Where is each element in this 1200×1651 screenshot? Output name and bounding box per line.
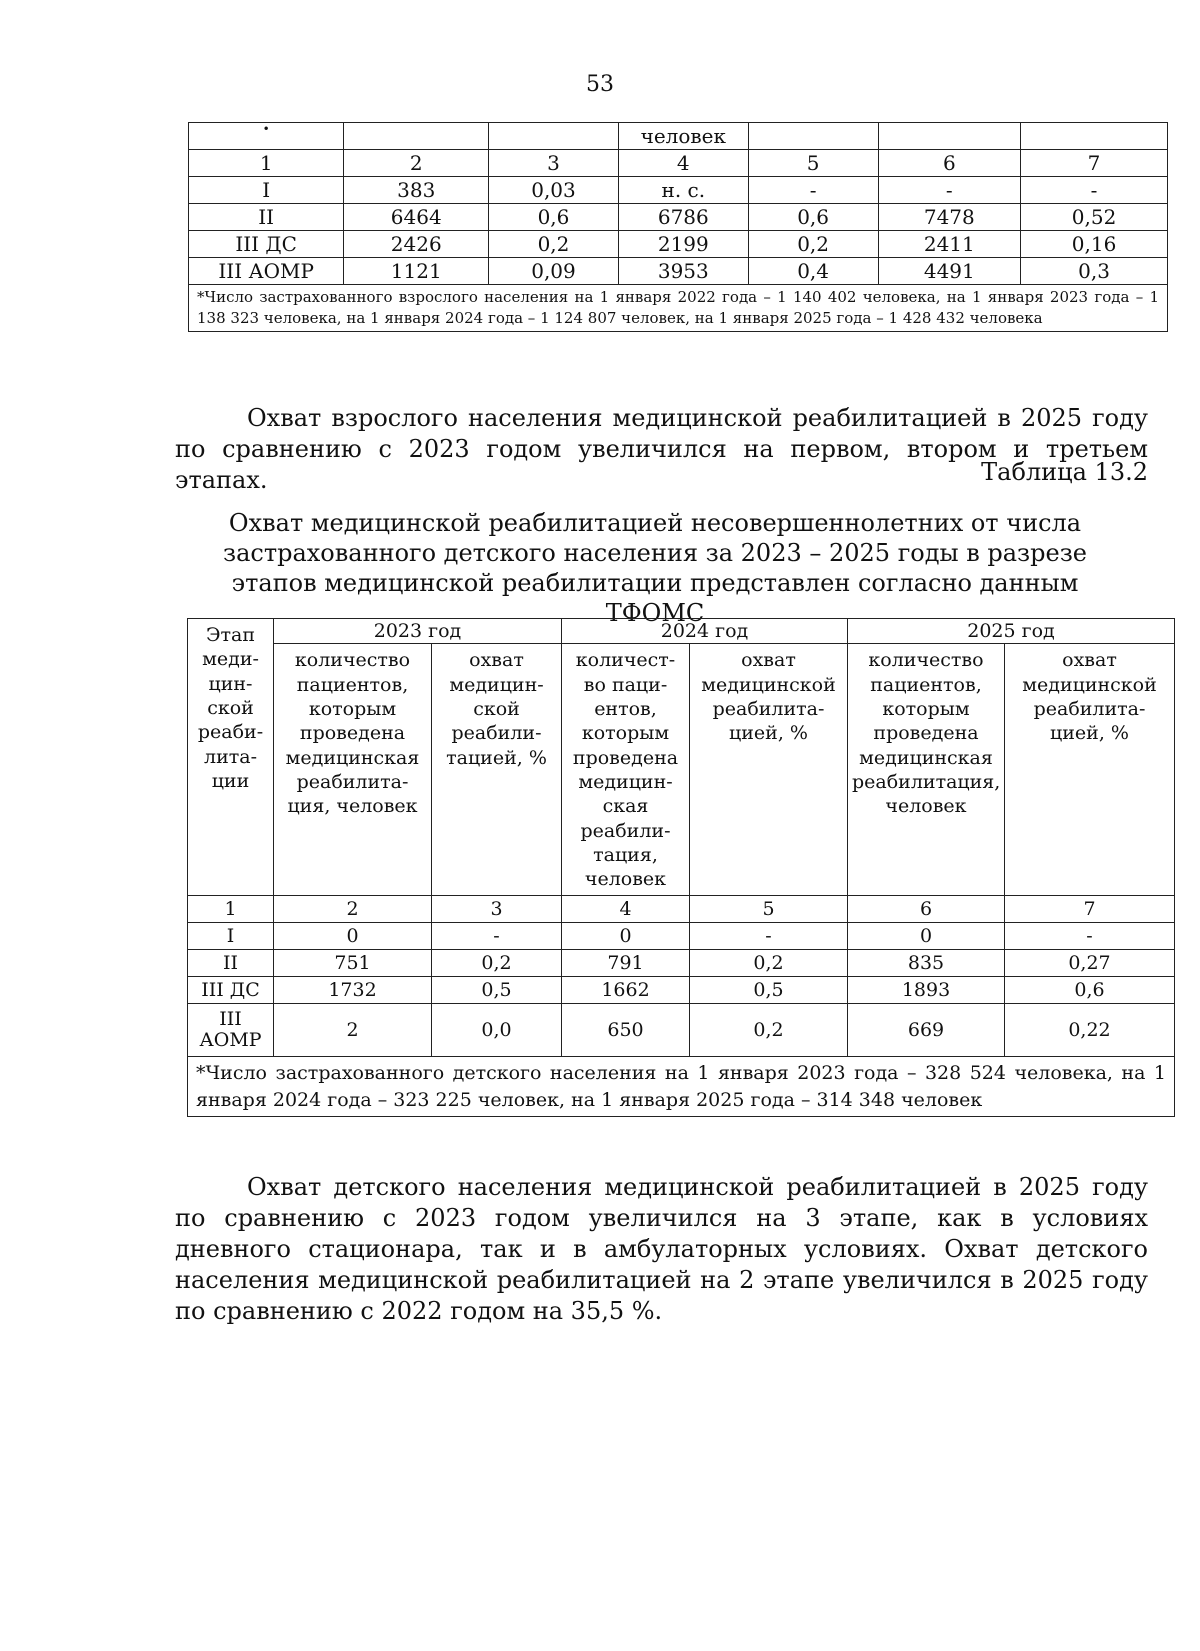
table-cell: 1732 <box>274 977 432 1004</box>
table-cell: 6786 <box>618 204 748 231</box>
table-cell: 0,3 <box>1021 258 1168 285</box>
table-cell: II <box>189 204 344 231</box>
table-cell: I <box>189 177 344 204</box>
table-cell: 4 <box>562 896 690 923</box>
table-cell: 791 <box>562 950 690 977</box>
table-cell: - <box>878 177 1021 204</box>
table-row <box>189 150 1168 177</box>
table-cell: н. с. <box>618 177 748 204</box>
table-cell: 5 <box>748 150 878 177</box>
subheader-cell: количест-во паци-ентов, которым проведена медицин-ская реабили-тация, человек <box>562 644 690 896</box>
table-label: Таблица 13.2 <box>981 458 1148 486</box>
subheader-cell: количество пациентов, которым проведена медицинская реабилита-ция, человек <box>274 644 432 896</box>
table-row <box>188 977 1175 1004</box>
table-cell: 0,09 <box>489 258 619 285</box>
table-cell: 0,2 <box>432 950 562 977</box>
table-cell: 0,22 <box>1005 1004 1175 1057</box>
table-cell: 7478 <box>878 204 1021 231</box>
table-cell: 2426 <box>344 231 489 258</box>
table-cell: 0,2 <box>489 231 619 258</box>
table-row <box>189 258 1168 285</box>
table-cell: 4 <box>618 150 748 177</box>
subheader-cell: охват медицинской реабилита-цией, % <box>1005 644 1175 896</box>
table-cell: III АОМР <box>189 258 344 285</box>
table-cell: 2 <box>274 1004 432 1057</box>
table-cell: 0,03 <box>489 177 619 204</box>
subheader-cell: охват медицинской реабилита-цией, % <box>690 644 848 896</box>
adult-coverage-table <box>188 122 1168 332</box>
table-cell: 1893 <box>848 977 1005 1004</box>
table-cell: - <box>1005 923 1175 950</box>
table-cell: 0,5 <box>432 977 562 1004</box>
table-cell: 3 <box>432 896 562 923</box>
table-cell: 7 <box>1021 150 1168 177</box>
table-cell: 0,4 <box>748 258 878 285</box>
subheader-cell: количество пациентов, которым проведена медицинская реабилитация, человек <box>848 644 1005 896</box>
paragraph-children-coverage: Охват детского населения медицинской реабилитацией в 2025 году по сравнению с 2023 годом увеличился на 3 этапе, как в условиях дневного стационара, так и в амбулаторных условиях. Охват детского населения медицинской реабилитацией на 2 этапе увеличился в 2025 году по сравнению с 2022 годом на 35,5 %. <box>175 1173 1148 1325</box>
table-cell: 0 <box>562 923 690 950</box>
table-cell: 1121 <box>344 258 489 285</box>
page-number: 53 <box>586 72 614 97</box>
table-cell: 650 <box>562 1004 690 1057</box>
year-header: 2024 год <box>562 619 848 644</box>
table-footnote: *Число застрахованного детского населения на 1 января 2023 года – 328 524 человека, на 1 января 2024 года – 323 225 человек, на 1 января 2025 года – 314 348 человек <box>188 1057 1175 1116</box>
table-cell: 0,27 <box>1005 950 1175 977</box>
table-cell: 2 <box>274 896 432 923</box>
table-cell: 0,5 <box>690 977 848 1004</box>
table-cell: - <box>690 923 848 950</box>
table-cell: 2199 <box>618 231 748 258</box>
table-cell: 751 <box>274 950 432 977</box>
table-cell: 0,2 <box>748 231 878 258</box>
table-subheader-row <box>188 644 1175 896</box>
table-cell: 669 <box>848 1004 1005 1057</box>
table-cell: 6464 <box>344 204 489 231</box>
table-cell: 0 <box>274 923 432 950</box>
table-cell: 0,2 <box>690 950 848 977</box>
table-cell: 0,6 <box>1005 977 1175 1004</box>
table-cell: 2 <box>344 150 489 177</box>
table-cell: 3 <box>489 150 619 177</box>
table-header-row <box>188 619 1175 644</box>
table-cell: 0,16 <box>1021 231 1168 258</box>
table-cell: • <box>189 123 344 150</box>
year-header: 2025 год <box>848 619 1175 644</box>
table-row <box>188 950 1175 977</box>
table-note-row <box>188 1057 1175 1116</box>
table-cell: III АОМР <box>188 1004 274 1057</box>
table-cell: 7 <box>1005 896 1175 923</box>
table-cell: - <box>1021 177 1168 204</box>
table-cell: 835 <box>848 950 1005 977</box>
paragraph-adult-coverage: Охват взрослого населения медицинской реабилитацией в 2025 году по сравнению с 2023 годом увеличился на первом, втором и третьем этапах. <box>175 404 1148 494</box>
table-caption: Охват медицинской реабилитацией несовершеннолетних от числа застрахованного детского населения за 2023 – 2025 годы в разрезе этапов медицинской реабилитации представлен согласно данным ТФОМС <box>222 509 1087 627</box>
year-header: 2023 год <box>274 619 562 644</box>
table-cell: 5 <box>690 896 848 923</box>
table-cell: 1662 <box>562 977 690 1004</box>
table-cell: 4491 <box>878 258 1021 285</box>
table-cell: 1 <box>188 896 274 923</box>
table-cell: 0,6 <box>748 204 878 231</box>
table-cell: 6 <box>848 896 1005 923</box>
table-row <box>189 204 1168 231</box>
table-cell: 1 <box>189 150 344 177</box>
stage-header: Этап меди-цин-ской реаби-лита-ции <box>188 619 274 896</box>
table-cell: 0,52 <box>1021 204 1168 231</box>
table-footnote: *Число застрахованного взрослого населения на 1 января 2022 года – 1 140 402 человека, на 1 января 2023 года – 1 138 323 человека, на 1 января 2024 года – 1 124 807 человек, на 1 января 2025 года – 1 428 432 человека <box>189 285 1168 332</box>
table-row <box>189 123 1168 150</box>
table-cell: 0 <box>848 923 1005 950</box>
table-cell: I <box>188 923 274 950</box>
table-cell: 3953 <box>618 258 748 285</box>
table-cell <box>489 123 619 150</box>
table-cell: человек <box>618 123 748 150</box>
table-cell: 2411 <box>878 231 1021 258</box>
children-coverage-table <box>187 618 1175 1117</box>
table-cell: III ДС <box>188 977 274 1004</box>
subheader-cell: охват медицин-ской реабили-тацией, % <box>432 644 562 896</box>
table-cell: 0,0 <box>432 1004 562 1057</box>
table-cell: 0,2 <box>690 1004 848 1057</box>
table-cell: - <box>748 177 878 204</box>
table-row <box>188 923 1175 950</box>
table-cell: II <box>188 950 274 977</box>
table-cell <box>878 123 1021 150</box>
table-row <box>188 1004 1175 1057</box>
table-row <box>189 177 1168 204</box>
table-cell: III ДС <box>189 231 344 258</box>
table-row <box>189 231 1168 258</box>
table-cell: 0,6 <box>489 204 619 231</box>
table-row <box>188 896 1175 923</box>
table-cell <box>1021 123 1168 150</box>
table-cell: 383 <box>344 177 489 204</box>
table-cell <box>344 123 489 150</box>
table-cell <box>748 123 878 150</box>
table-cell: 6 <box>878 150 1021 177</box>
table-note-row <box>189 285 1168 332</box>
table-cell: - <box>432 923 562 950</box>
